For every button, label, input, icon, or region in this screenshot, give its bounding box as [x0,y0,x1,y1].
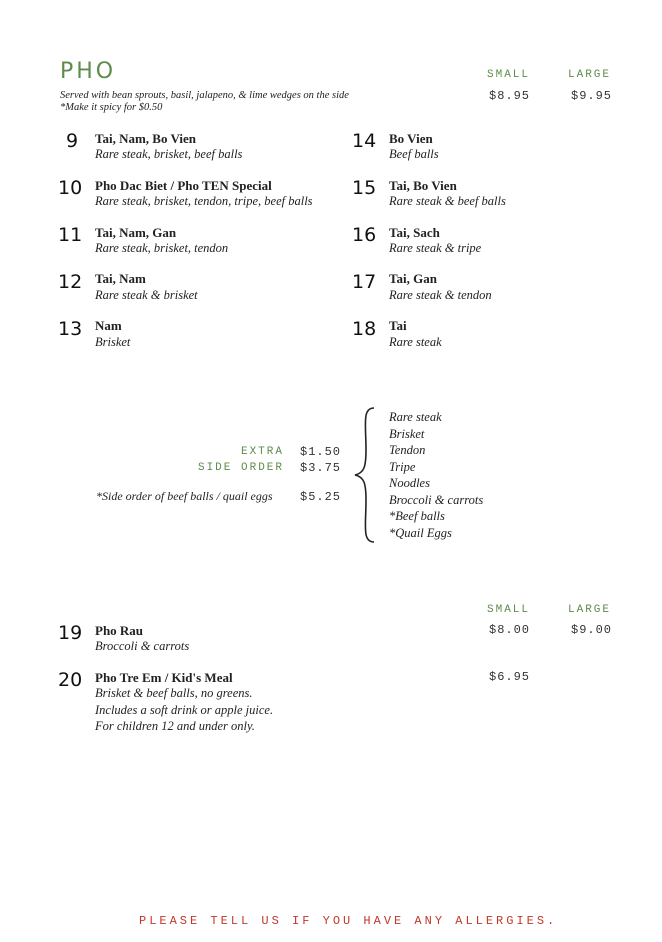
item-description: Rare steak & beef balls [389,194,506,208]
small-price: $8.00 [489,623,531,637]
item-name: Tai, Nam, Bo Vien [95,131,197,146]
item-description: Rare steak, brisket, beef balls [95,147,243,161]
item-number: 14 [352,130,377,152]
option-item: Tripe [389,459,416,474]
item-description: Includes a soft drink or apple juice. [95,703,274,717]
side-order-label: SIDE ORDER [197,462,284,474]
item-description: Brisket & beef balls, no greens. [95,686,253,700]
item-description: For children 12 and under only. [95,719,255,733]
item-number: 12 [58,271,83,293]
beef-balls-note: *Side order of beef balls / quail eggs [96,489,273,503]
item-number: 10 [58,177,83,199]
item-name: Tai, Nam, Gan [95,225,177,240]
item-number: 9 [66,130,79,152]
item-description: Rare steak & brisket [95,288,198,302]
item-number: 19 [58,622,83,644]
allergy-notice: PLEASE TELL US IF YOU HAVE ANY ALLERGIES. [139,914,558,928]
item-description: Rare steak & tendon [389,288,492,302]
item-number: 13 [58,318,83,340]
small-size-header: SMALL [487,69,531,81]
beef-balls-price: $5.25 [300,490,342,504]
section-title: PHO [60,59,117,84]
item-number: 15 [352,177,377,199]
item-name: Pho Rau [95,623,144,638]
large-size-header: LARGE [568,69,612,81]
small-size-header: SMALL [487,604,531,616]
curly-brace-icon [352,405,378,545]
section-subtitle: Served with bean sprouts, basil, jalapeno, & lime wedges on the side [60,90,349,101]
item-name: Tai, Gan [389,271,437,286]
option-item: *Beef balls [389,509,445,523]
extra-label: EXTRA [240,446,284,458]
item-number: 18 [352,318,377,340]
item-name: Nam [95,318,122,333]
item-name: Tai, Sach [389,225,440,240]
item-description: Rare steak, brisket, tendon, tripe, beef balls [95,194,313,208]
option-item: Tendon [389,443,426,457]
option-item: Rare steak [389,410,442,424]
item-description: Beef balls [389,147,439,161]
side-order-price: $3.75 [300,461,342,475]
item-number: 17 [352,271,377,293]
item-name: Bo Vien [389,131,433,146]
item-number: 11 [58,224,83,246]
item-description: Rare steak [389,335,442,349]
item-description: Brisket [95,335,131,349]
large-price: $9.00 [571,623,613,637]
item-name: Pho Tre Em / Kid's Meal [95,670,233,685]
option-item: Brisket [389,426,425,441]
item-name: Tai [389,318,407,333]
option-item: Broccoli & carrots [389,492,484,507]
item-description: Rare steak & tripe [389,241,482,255]
item-price: $6.95 [489,670,531,684]
large-price: $9.95 [571,89,613,103]
item-name: Tai, Bo Vien [389,178,457,193]
large-size-header: LARGE [568,604,612,616]
item-name: Pho Dac Biet / Pho TEN Special [95,178,272,193]
item-name: Tai, Nam [95,271,146,286]
extra-price: $1.50 [300,445,342,459]
item-description: Broccoli & carrots [95,639,190,653]
item-number: 16 [352,224,377,246]
item-description: Rare steak, brisket, tendon [95,241,229,255]
option-item: *Quail Eggs [389,525,452,540]
extras-options-list [389,409,483,541]
small-price: $8.95 [489,89,531,103]
spicy-note: *Make it spicy for $0.50 [60,102,163,113]
item-number: 20 [58,669,83,691]
option-item: Noodles [389,476,430,490]
